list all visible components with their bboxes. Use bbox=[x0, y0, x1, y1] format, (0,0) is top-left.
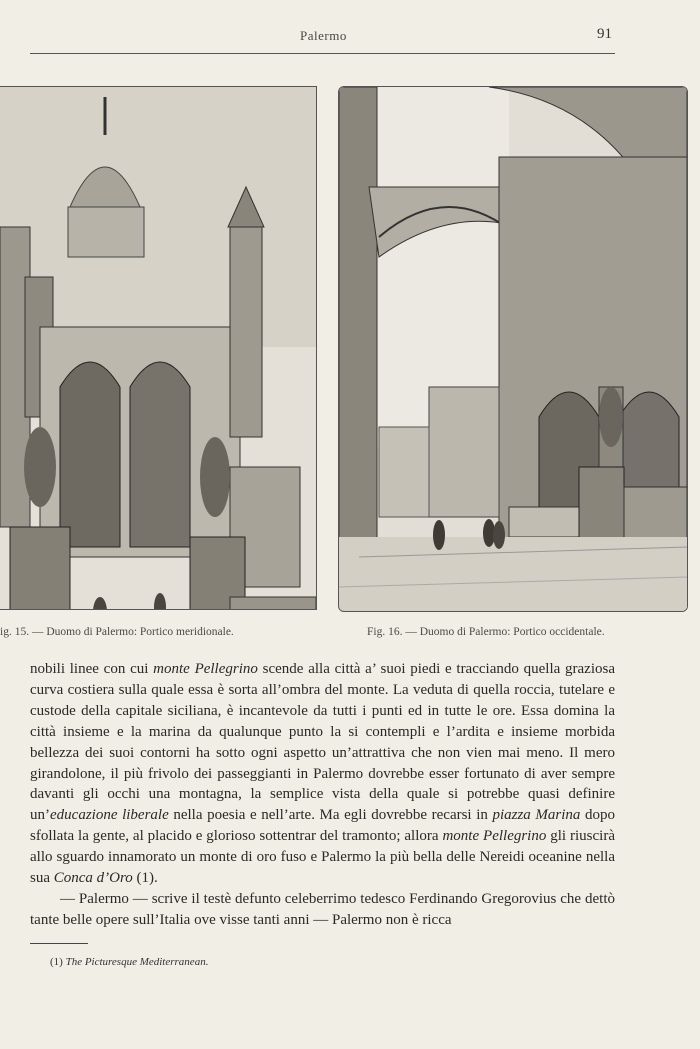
footnote bbox=[50, 956, 208, 968]
place-name: monte Pellegrino bbox=[153, 661, 258, 677]
body-text bbox=[30, 659, 615, 931]
figure-16-caption: Fig. 16. — Duomo di Palermo: Portico occidentale. bbox=[367, 626, 605, 638]
page-number: 91 bbox=[597, 26, 612, 42]
footnote-text: The Picturesque Mediterranean. bbox=[65, 956, 209, 968]
text-run: gli riuscirà allo sguardo innamorato un monte di oro fuso e Palermo la più bella delle Nereidi oceanine nella sua bbox=[30, 828, 615, 887]
cathedral-south-portico-illustration bbox=[0, 87, 316, 609]
text-run: nobili linee con cui bbox=[30, 661, 154, 677]
header-rule bbox=[30, 53, 615, 54]
text-run: nella poesia e nell’arte. Ma egli dovrebbe recarsi in bbox=[168, 807, 493, 824]
text-run: scende alla città a’ suoi piedi e tracciando quella graziosa curva costiera sulla quale essa è sorta all’ombra del monte. La veduta di quella roccia, tutelare e custode della capitale siciliana, è incantevole da tutti i punti ed in tutte le ore. Essa domina la città insieme e la marina da qualunque punto la si contempli e l’ardita e insieme morbida bellezza dei suoi contorni ha sotto ogni aspetto un’attrattiva che non vien mai meno. Il mero girandolone, il più frivolo dei passeggianti in Palermo dovrebbe esser fortunato di aver sempre davanti gli occhi una montagna, la semplice vista della quale si potrebbe quasi definire un’ bbox=[30, 661, 615, 824]
place-name: Conca d’Oro bbox=[53, 870, 133, 887]
italic-phrase: educazione liberale bbox=[50, 807, 169, 824]
figure-16-engraving bbox=[338, 86, 688, 612]
cathedral-west-portico-illustration bbox=[339, 87, 687, 611]
text-run: — Palermo — scrive il testè defunto celeberrimo tedesco Ferdinando Gregorovius che dettò tante belle opere sull’Italia ove visse tanti anni — Palermo non è ricca bbox=[30, 890, 615, 928]
text-run: dopo sfollata la gente, al placido e glorioso sottentrar del tramonto; allora bbox=[30, 807, 616, 845]
footnote-rule bbox=[30, 943, 88, 944]
text-run: (1). bbox=[132, 870, 158, 887]
figure-15-caption: ig. 15. — Duomo di Palermo: Portico meridionale. bbox=[0, 626, 234, 638]
footnote-marker: (1) bbox=[50, 956, 63, 968]
paragraph-2 bbox=[30, 889, 615, 931]
place-name: piazza Marina bbox=[492, 807, 581, 824]
paragraph-1 bbox=[30, 659, 615, 889]
page-header bbox=[0, 22, 700, 52]
running-title: Palermo bbox=[300, 28, 347, 43]
place-name: monte Pellegrino bbox=[442, 828, 547, 845]
figure-15-engraving bbox=[0, 86, 317, 610]
